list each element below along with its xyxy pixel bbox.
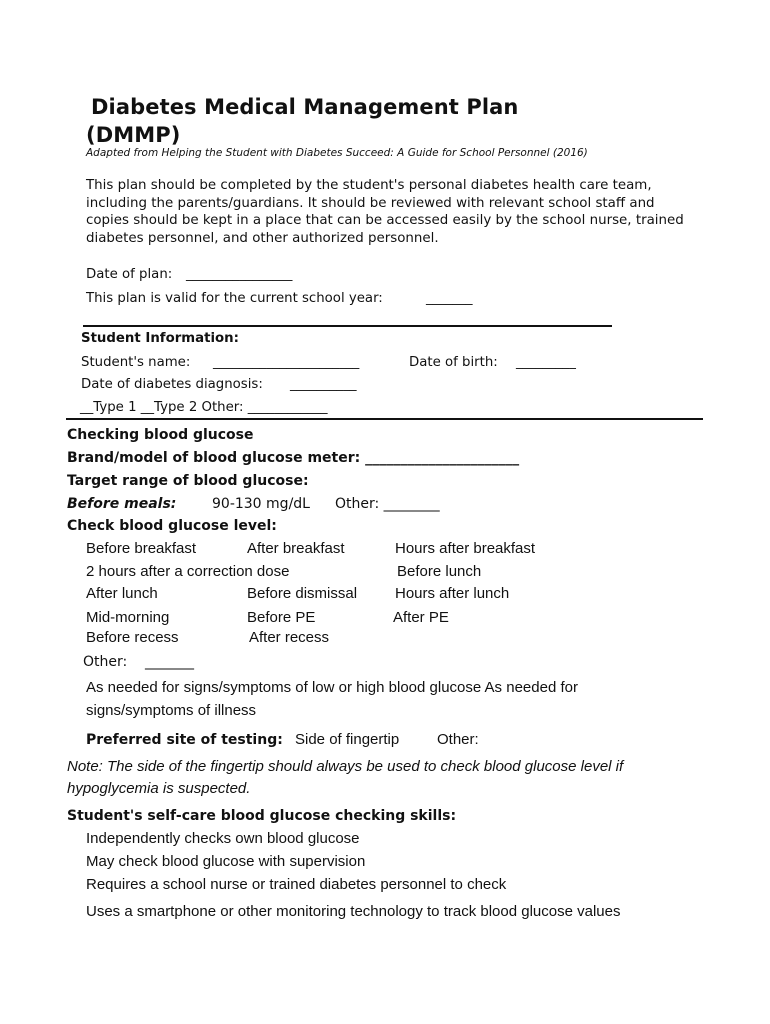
self-care-option[interactable]: Uses a smartphone or other monitoring technology to track blood glucose values: [86, 903, 621, 920]
option-after-recess[interactable]: After recess: [249, 629, 330, 646]
before-meals-value: 90-130 mg/dL: [212, 496, 310, 512]
option-after-pe[interactable]: After PE: [393, 609, 449, 626]
page-subtitle: Adapted from Helping the Student with Diabetes Succeed: A Guide for School Personnel (2016): [86, 147, 588, 159]
diagnosis-date-field[interactable]: __________: [290, 377, 357, 392]
page-title-acronym: (DMMP): [86, 123, 181, 147]
option-before-breakfast[interactable]: Before breakfast: [86, 540, 197, 557]
fingertip-note-line2: hypoglycemia is suspected.: [67, 780, 251, 797]
glucose-heading: Checking blood glucose: [67, 427, 254, 443]
student-name-field[interactable]: ______________________: [213, 355, 360, 370]
valid-year-label: This plan is valid for the current school year:: [86, 291, 383, 306]
student-name-label: Student's name:: [81, 355, 191, 370]
before-meals-label: Before meals:: [67, 496, 177, 512]
option-two-hours-correction[interactable]: 2 hours after a correction dose: [86, 563, 290, 580]
as-needed-option-line2[interactable]: signs/symptoms of illness: [86, 702, 257, 719]
diagnosis-date-label: Date of diabetes diagnosis:: [81, 377, 263, 392]
option-mid-morning[interactable]: Mid-morning: [86, 609, 170, 626]
self-care-heading: Student's self-care blood glucose checking skills:: [67, 808, 457, 824]
other-time-label: Other:: [83, 654, 128, 670]
preferred-site-label: Preferred site of testing:: [86, 732, 283, 748]
option-before-pe[interactable]: Before PE: [247, 609, 316, 626]
student-info-heading: Student Information:: [81, 331, 239, 346]
section-divider: [83, 325, 612, 327]
dob-label: Date of birth:: [409, 355, 498, 370]
valid-year-field[interactable]: _______: [426, 291, 473, 306]
option-before-dismissal[interactable]: Before dismissal: [247, 585, 358, 602]
option-before-lunch[interactable]: Before lunch: [397, 563, 482, 580]
as-needed-option-line1[interactable]: As needed for signs/symptoms of low or high blood glucose As needed for: [86, 679, 578, 696]
option-after-breakfast[interactable]: After breakfast: [247, 540, 345, 557]
meter-field[interactable]: Brand/model of blood glucose meter: ______________________: [67, 450, 520, 466]
option-hours-after-breakfast[interactable]: Hours after breakfast: [395, 540, 536, 557]
diabetes-type-field[interactable]: __Type 1 __Type 2 Other: ____________: [80, 400, 328, 415]
date-of-plan-label: Date of plan:: [86, 267, 173, 282]
self-care-option[interactable]: May check blood glucose with supervision: [86, 853, 366, 870]
other-time-field[interactable]: _______: [145, 654, 194, 670]
preferred-site-fingertip[interactable]: Side of fingertip: [295, 731, 400, 748]
page-title: Diabetes Medical Management Plan: [91, 95, 519, 119]
fingertip-note-line1: Note: The side of the fingertip should always be used to check blood glucose level if: [67, 758, 624, 775]
intro-paragraph: This plan should be completed by the student's personal diabetes health care team, including the parents/guardians. It should be reviewed with relevant school staff and copies should be kept in a place that can be accessed easily by the school nurse, trained diabetes personnel, and other authorized personnel.: [86, 178, 684, 246]
self-care-option[interactable]: Independently checks own blood glucose: [86, 830, 360, 847]
before-meals-other-field[interactable]: Other: ________: [335, 496, 440, 512]
target-range-heading: Target range of blood glucose:: [67, 473, 309, 489]
option-after-lunch[interactable]: After lunch: [86, 585, 158, 602]
section-divider: [66, 418, 703, 420]
preferred-site-other[interactable]: Other:: [437, 731, 479, 748]
check-level-heading: Check blood glucose level:: [67, 518, 277, 534]
date-of-plan-field[interactable]: ________________: [186, 267, 293, 282]
option-before-recess[interactable]: Before recess: [86, 629, 179, 646]
self-care-option[interactable]: Requires a school nurse or trained diabetes personnel to check: [86, 876, 507, 893]
dob-field[interactable]: _________: [516, 355, 576, 370]
option-hours-after-lunch[interactable]: Hours after lunch: [395, 585, 510, 602]
